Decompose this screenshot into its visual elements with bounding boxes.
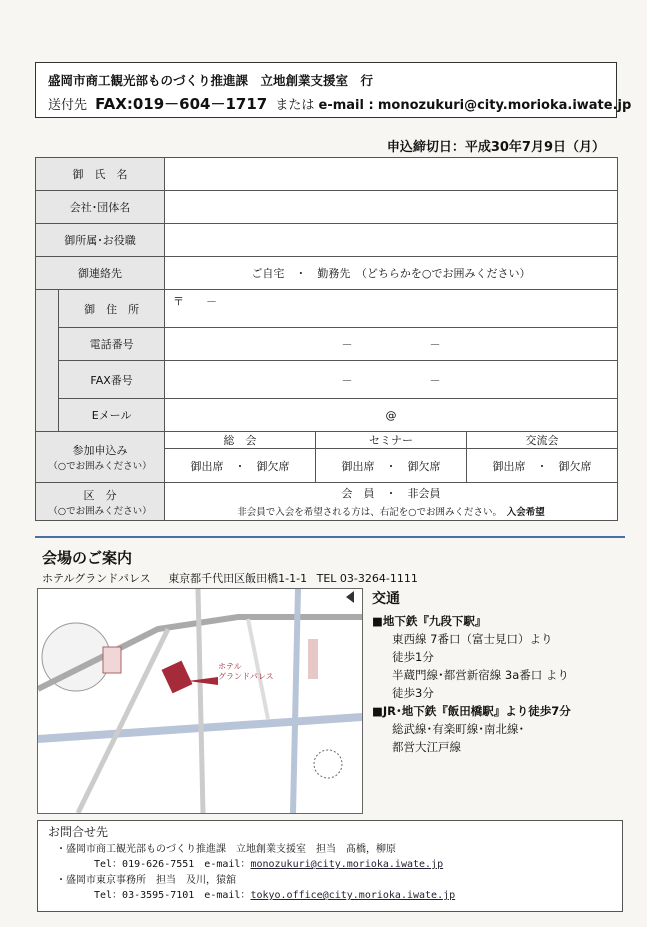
svg-text:ホテル: ホテル: [218, 662, 242, 671]
company-field[interactable]: [165, 191, 618, 224]
col-seminar: セミナー: [316, 432, 467, 449]
dept-label: 御所属･お役職: [36, 224, 165, 257]
send-to-label: 送付先: [48, 98, 88, 113]
transit-line-8: 都営大江戸線: [392, 740, 461, 754]
email-address[interactable]: monozukuri@city.morioka.iwate.jp: [377, 98, 632, 113]
or-label: または: [275, 98, 315, 113]
phone-label: 電話番号: [59, 328, 165, 361]
email-field[interactable]: @: [165, 399, 618, 432]
col-networking: 交流会: [467, 432, 618, 449]
map-graphic: [38, 589, 362, 813]
venue-title: 会場のご案内: [42, 549, 133, 567]
address-field[interactable]: [165, 290, 618, 328]
fax-number-label: FAX番号: [59, 361, 165, 399]
category-label: 区 分 （○でお囲みください）: [36, 483, 165, 521]
fax-header-box: [35, 62, 632, 118]
join-wish[interactable]: 入会希望: [506, 507, 545, 518]
fax-label: FAX:019－604－1717: [95, 95, 268, 113]
attend-seminar[interactable]: 御出席 ・ 御欠席: [316, 449, 467, 483]
section-divider: [35, 536, 625, 538]
contact-title: お問合せ先: [48, 825, 109, 839]
transit-line-4: 半蔵門線･都営新宿線 3a番口 より: [392, 668, 569, 682]
dept-field[interactable]: [165, 224, 618, 257]
contact-label: 御連絡先: [36, 257, 165, 290]
application-form: [35, 157, 618, 521]
postal-mark: 〒 －: [173, 295, 217, 308]
attend-networking[interactable]: 御出席 ・ 御欠席: [467, 449, 618, 483]
col-general: 総 会: [165, 432, 316, 449]
venue-info: [42, 570, 418, 586]
fax-field[interactable]: － －: [165, 361, 618, 399]
contact-choice[interactable]: ご自宅 ・ 勤務先 （どちらかを○でお囲みください）: [165, 257, 618, 290]
transit-line-5: 徒歩3分: [392, 686, 434, 700]
email-field-label: Eメール: [59, 399, 165, 432]
contact-1-tel: Tel：019-626-7551 e-mail：monozukuri@city.morioka.iwate.jp: [94, 859, 444, 870]
transit-line-1: ■地下鉄『九段下駅』: [372, 614, 487, 628]
transit-line-2: 東西線 7番口（富士見口）より: [392, 632, 553, 646]
membership-field[interactable]: [165, 483, 618, 521]
attend-general[interactable]: 御出席 ・ 御欠席: [165, 449, 316, 483]
transit-info: [372, 590, 571, 756]
contact-2-tel: Tel：03-3595-7101 e-mail：tokyo.office@city.morioka.iwate.jp: [94, 890, 456, 901]
address-label: 御 住 所: [59, 290, 165, 328]
svg-text:グランドパレス: グランドパレス: [218, 672, 274, 681]
contact-box: [37, 820, 623, 912]
name-label: 御 氏 名: [36, 158, 165, 191]
contact-1-email[interactable]: monozukuri@city.morioka.iwate.jp: [250, 859, 444, 870]
venue-map: [37, 588, 363, 814]
recipient-line: 盛岡市商工観光部ものづくり推進課 立地創業支援室 行: [48, 73, 374, 88]
transit-line-3: 徒歩1分: [392, 650, 434, 664]
transit-line-7: 総武線･有楽町線･南北線･: [392, 722, 525, 736]
transit-line-6: ■JR･地下鉄『飯田橋駅』より徒歩7分: [372, 704, 571, 718]
contact-2-email[interactable]: tokyo.office@city.morioka.iwate.jp: [250, 890, 456, 901]
company-label: 会社･団体名: [36, 191, 165, 224]
apply-label: 参加申込み （○でお囲みください）: [36, 432, 165, 483]
contact-indent: [36, 290, 59, 432]
member-choice[interactable]: 会 員 ・ 非会員: [341, 487, 441, 500]
phone-field[interactable]: － －: [165, 328, 618, 361]
transit-title: 交通: [372, 591, 400, 607]
send-to-line: [48, 93, 631, 114]
name-field[interactable]: [165, 158, 618, 191]
contact-2: ・盛岡市東京事務所 担当 及川，猿舘: [56, 875, 236, 886]
member-note: 非会員で入会を希望される方は、右記を○でお囲みください。: [237, 507, 498, 518]
contact-1: ・盛岡市商工観光部ものづくり推進課 立地創業支援室 担当 髙橋，柳原: [56, 844, 396, 855]
venue-tel: TEL 03-3264-1111: [316, 572, 418, 585]
email-label: e-mail :: [318, 98, 374, 113]
venue-address: 東京都千代田区飯田橋1-1-1: [168, 572, 308, 585]
hotel-name: ホテルグランドパレス: [42, 572, 151, 585]
deadline: 申込締切日：平成30年7月9日（月）: [386, 140, 605, 155]
